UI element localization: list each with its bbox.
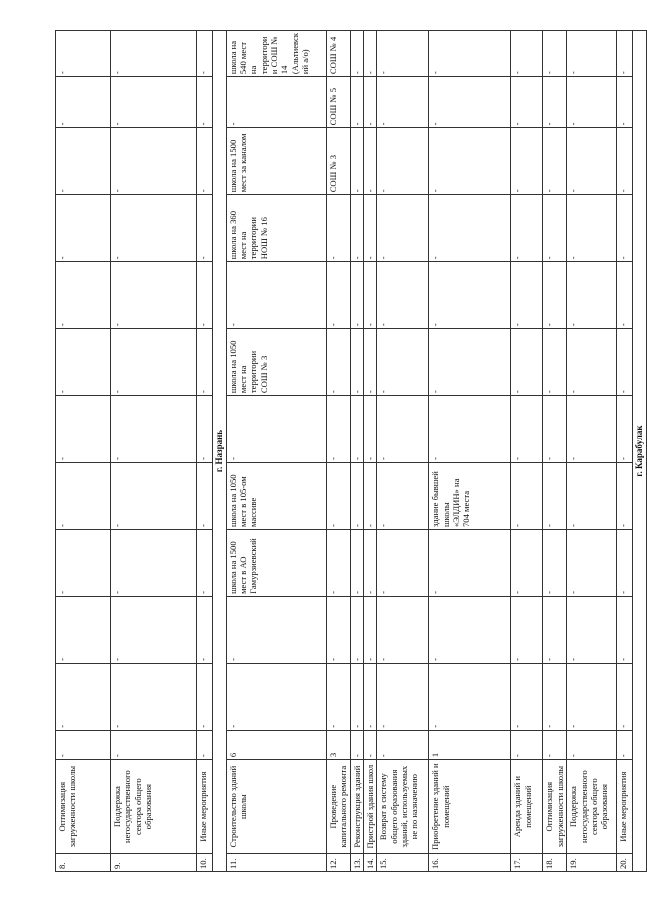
- value-cell: СОШ № 5: [326, 77, 350, 128]
- value-cell: -: [326, 529, 350, 596]
- value-cell: -: [197, 463, 213, 530]
- measure-name: Поддержка негосударственного сектора общего образования: [111, 760, 197, 854]
- row-number: 9.: [111, 854, 197, 872]
- value-cell: -: [226, 663, 326, 730]
- value-cell: -: [377, 396, 429, 463]
- value-cell: -: [197, 329, 213, 396]
- row-number: 15.: [377, 854, 429, 872]
- value-cell: -: [511, 329, 543, 396]
- table-row: [567, 31, 617, 872]
- table-row: [56, 31, 111, 872]
- value-cell: -: [326, 262, 350, 329]
- value-cell: -: [364, 195, 377, 262]
- value-cell: -: [197, 128, 213, 195]
- measure-count: -: [511, 730, 543, 759]
- value-cell: -: [197, 663, 213, 730]
- value-cell: -: [617, 396, 633, 463]
- measure-count: -: [617, 730, 633, 759]
- value-cell: -: [617, 77, 633, 128]
- table-row: [197, 31, 213, 872]
- value-cell: -: [326, 596, 350, 663]
- value-cell: -: [511, 529, 543, 596]
- value-cell: -: [364, 396, 377, 463]
- value-cell: -: [617, 31, 633, 77]
- value-cell: -: [617, 529, 633, 596]
- value-cell: СОШ № 3: [326, 128, 350, 195]
- value-cell: -: [543, 31, 567, 77]
- measure-count: -: [56, 730, 111, 759]
- value-cell: -: [617, 463, 633, 530]
- value-cell: -: [111, 463, 197, 530]
- measure-count: -: [543, 730, 567, 759]
- measure-name: Поддержка негосударственного сектора общего образования: [567, 760, 617, 854]
- measure-count: -: [111, 730, 197, 759]
- value-cell: -: [350, 31, 363, 77]
- value-cell: -: [543, 596, 567, 663]
- measures-table: [55, 30, 647, 872]
- value-cell: -: [377, 77, 429, 128]
- value-cell: -: [350, 329, 363, 396]
- measure-count: 3: [326, 730, 350, 759]
- value-cell: школа на 1050 мест на территории СОШ № 3: [226, 329, 326, 396]
- value-cell: -: [364, 31, 377, 77]
- measure-count: 1: [429, 730, 511, 759]
- row-number: 19.: [567, 854, 617, 872]
- value-cell: СОШ № 4: [326, 31, 350, 77]
- measure-name: Аренда зданий и помещений: [511, 760, 543, 854]
- measure-name: Приобретение зданий и помещений: [429, 760, 511, 854]
- value-cell: -: [364, 77, 377, 128]
- table-row: [350, 31, 363, 872]
- value-cell: -: [197, 262, 213, 329]
- value-cell: здание бывшей школы «ЭЛДИН» на 704 места: [429, 463, 511, 530]
- value-cell: -: [543, 77, 567, 128]
- value-cell: -: [511, 31, 543, 77]
- value-cell: -: [543, 262, 567, 329]
- value-cell: -: [429, 31, 511, 77]
- value-cell: -: [111, 128, 197, 195]
- value-cell: -: [350, 663, 363, 730]
- value-cell: -: [326, 329, 350, 396]
- table-row: [111, 31, 197, 872]
- value-cell: школа на 1500 мест за каналом: [226, 128, 326, 195]
- value-cell: -: [511, 596, 543, 663]
- value-cell: -: [350, 128, 363, 195]
- value-cell: -: [511, 128, 543, 195]
- value-cell: -: [377, 31, 429, 77]
- value-cell: -: [511, 195, 543, 262]
- value-cell: -: [56, 195, 111, 262]
- value-cell: -: [56, 529, 111, 596]
- value-cell: -: [511, 77, 543, 128]
- value-cell: -: [543, 463, 567, 530]
- value-cell: -: [111, 195, 197, 262]
- value-cell: -: [377, 262, 429, 329]
- value-cell: -: [226, 77, 326, 128]
- value-cell: -: [364, 529, 377, 596]
- value-cell: -: [197, 396, 213, 463]
- value-cell: -: [429, 128, 511, 195]
- value-cell: -: [617, 195, 633, 262]
- value-cell: -: [326, 463, 350, 530]
- row-number: 13.: [350, 854, 363, 872]
- measure-name: Пристрой здания школ: [364, 760, 377, 854]
- row-number: 17.: [511, 854, 543, 872]
- table-row: [511, 31, 543, 872]
- value-cell: -: [226, 262, 326, 329]
- row-number: 20.: [617, 854, 633, 872]
- value-cell: -: [429, 262, 511, 329]
- value-cell: -: [56, 463, 111, 530]
- value-cell: -: [350, 529, 363, 596]
- value-cell: -: [56, 663, 111, 730]
- measure-count: -: [364, 730, 377, 759]
- measure-name: Реконструкция зданий: [350, 760, 363, 854]
- value-cell: -: [226, 396, 326, 463]
- measure-name: Возврат в систему общего образования зданий, используемых не по назначению: [377, 760, 429, 854]
- value-cell: -: [617, 329, 633, 396]
- value-cell: -: [111, 596, 197, 663]
- value-cell: -: [364, 463, 377, 530]
- value-cell: -: [429, 329, 511, 396]
- value-cell: -: [567, 128, 617, 195]
- city-row: [633, 31, 647, 872]
- row-number: 8.: [56, 854, 111, 872]
- value-cell: -: [111, 262, 197, 329]
- value-cell: -: [429, 529, 511, 596]
- value-cell: -: [111, 396, 197, 463]
- value-cell: -: [567, 396, 617, 463]
- table-row: [617, 31, 633, 872]
- value-cell: -: [377, 596, 429, 663]
- value-cell: -: [56, 128, 111, 195]
- value-cell: -: [56, 329, 111, 396]
- value-cell: -: [326, 663, 350, 730]
- value-cell: школа на 1050 мест в 105-ом массиве: [226, 463, 326, 530]
- value-cell: -: [543, 663, 567, 730]
- row-number: 14.: [364, 854, 377, 872]
- value-cell: школа на 360 мест на территории НОШ № 16: [226, 195, 326, 262]
- value-cell: -: [377, 329, 429, 396]
- value-cell: -: [111, 329, 197, 396]
- value-cell: -: [56, 396, 111, 463]
- value-cell: -: [511, 463, 543, 530]
- table-row: [326, 31, 350, 872]
- row-number: 16.: [429, 854, 511, 872]
- value-cell: -: [326, 396, 350, 463]
- value-cell: -: [511, 262, 543, 329]
- row-number: 11.: [226, 854, 326, 872]
- measure-name: Иные мероприятия: [617, 760, 633, 854]
- row-number: 12.: [326, 854, 350, 872]
- value-cell: -: [111, 31, 197, 77]
- value-cell: -: [567, 463, 617, 530]
- value-cell: -: [617, 128, 633, 195]
- value-cell: -: [197, 529, 213, 596]
- city-karabulak: г. Карабулак: [633, 31, 647, 872]
- value-cell: -: [377, 663, 429, 730]
- measure-name: Оптимизация загруженности школы: [543, 760, 567, 854]
- value-cell: -: [377, 128, 429, 195]
- value-cell: -: [543, 195, 567, 262]
- row-number: 10.: [197, 854, 213, 872]
- value-cell: -: [350, 262, 363, 329]
- value-cell: -: [567, 329, 617, 396]
- value-cell: школа на 540 мест на территории СОШ № 14 (Альтиевский а/о): [226, 31, 326, 77]
- value-cell: -: [197, 195, 213, 262]
- measure-count: -: [377, 730, 429, 759]
- value-cell: -: [56, 31, 111, 77]
- value-cell: -: [197, 596, 213, 663]
- value-cell: -: [350, 195, 363, 262]
- measure-name: Иные мероприятия: [197, 760, 213, 854]
- value-cell: -: [350, 396, 363, 463]
- value-cell: -: [350, 77, 363, 128]
- value-cell: -: [197, 77, 213, 128]
- value-cell: -: [567, 77, 617, 128]
- measure-count: -: [350, 730, 363, 759]
- value-cell: -: [543, 128, 567, 195]
- value-cell: -: [429, 195, 511, 262]
- value-cell: -: [617, 663, 633, 730]
- value-cell: -: [111, 77, 197, 128]
- value-cell: -: [111, 663, 197, 730]
- row-number: 18.: [543, 854, 567, 872]
- value-cell: -: [56, 262, 111, 329]
- city-nazran: г. Назрань: [213, 31, 227, 872]
- value-cell: -: [429, 396, 511, 463]
- value-cell: -: [429, 596, 511, 663]
- value-cell: -: [197, 31, 213, 77]
- value-cell: -: [567, 262, 617, 329]
- value-cell: -: [543, 396, 567, 463]
- value-cell: -: [567, 663, 617, 730]
- table-row: [226, 31, 326, 872]
- value-cell: -: [56, 77, 111, 128]
- value-cell: -: [326, 195, 350, 262]
- value-cell: школа на 1500 мест в АО Гамурзиевский: [226, 529, 326, 596]
- value-cell: -: [350, 463, 363, 530]
- value-cell: -: [377, 463, 429, 530]
- value-cell: -: [567, 529, 617, 596]
- table-row: [429, 31, 511, 872]
- value-cell: -: [567, 195, 617, 262]
- value-cell: -: [364, 128, 377, 195]
- value-cell: -: [617, 262, 633, 329]
- measure-count: 6: [226, 730, 326, 759]
- value-cell: -: [364, 262, 377, 329]
- value-cell: -: [377, 195, 429, 262]
- measure-name: Проведение капитального ремонта: [326, 760, 350, 854]
- measure-name: Строительство зданий школы: [226, 760, 326, 854]
- value-cell: -: [364, 329, 377, 396]
- measure-count: -: [197, 730, 213, 759]
- value-cell: -: [377, 529, 429, 596]
- value-cell: -: [111, 529, 197, 596]
- table-row: [377, 31, 429, 872]
- value-cell: -: [617, 596, 633, 663]
- value-cell: -: [364, 596, 377, 663]
- table-row: [543, 31, 567, 872]
- value-cell: -: [567, 31, 617, 77]
- value-cell: -: [511, 663, 543, 730]
- value-cell: -: [226, 596, 326, 663]
- city-row: [213, 31, 227, 872]
- value-cell: -: [364, 663, 377, 730]
- measure-count: -: [567, 730, 617, 759]
- value-cell: -: [543, 529, 567, 596]
- value-cell: -: [567, 596, 617, 663]
- value-cell: -: [429, 663, 511, 730]
- value-cell: -: [350, 596, 363, 663]
- value-cell: -: [429, 77, 511, 128]
- table-row: [364, 31, 377, 872]
- value-cell: -: [511, 396, 543, 463]
- value-cell: -: [56, 596, 111, 663]
- measure-name: Оптимизация загруженности школы: [56, 760, 111, 854]
- value-cell: -: [543, 329, 567, 396]
